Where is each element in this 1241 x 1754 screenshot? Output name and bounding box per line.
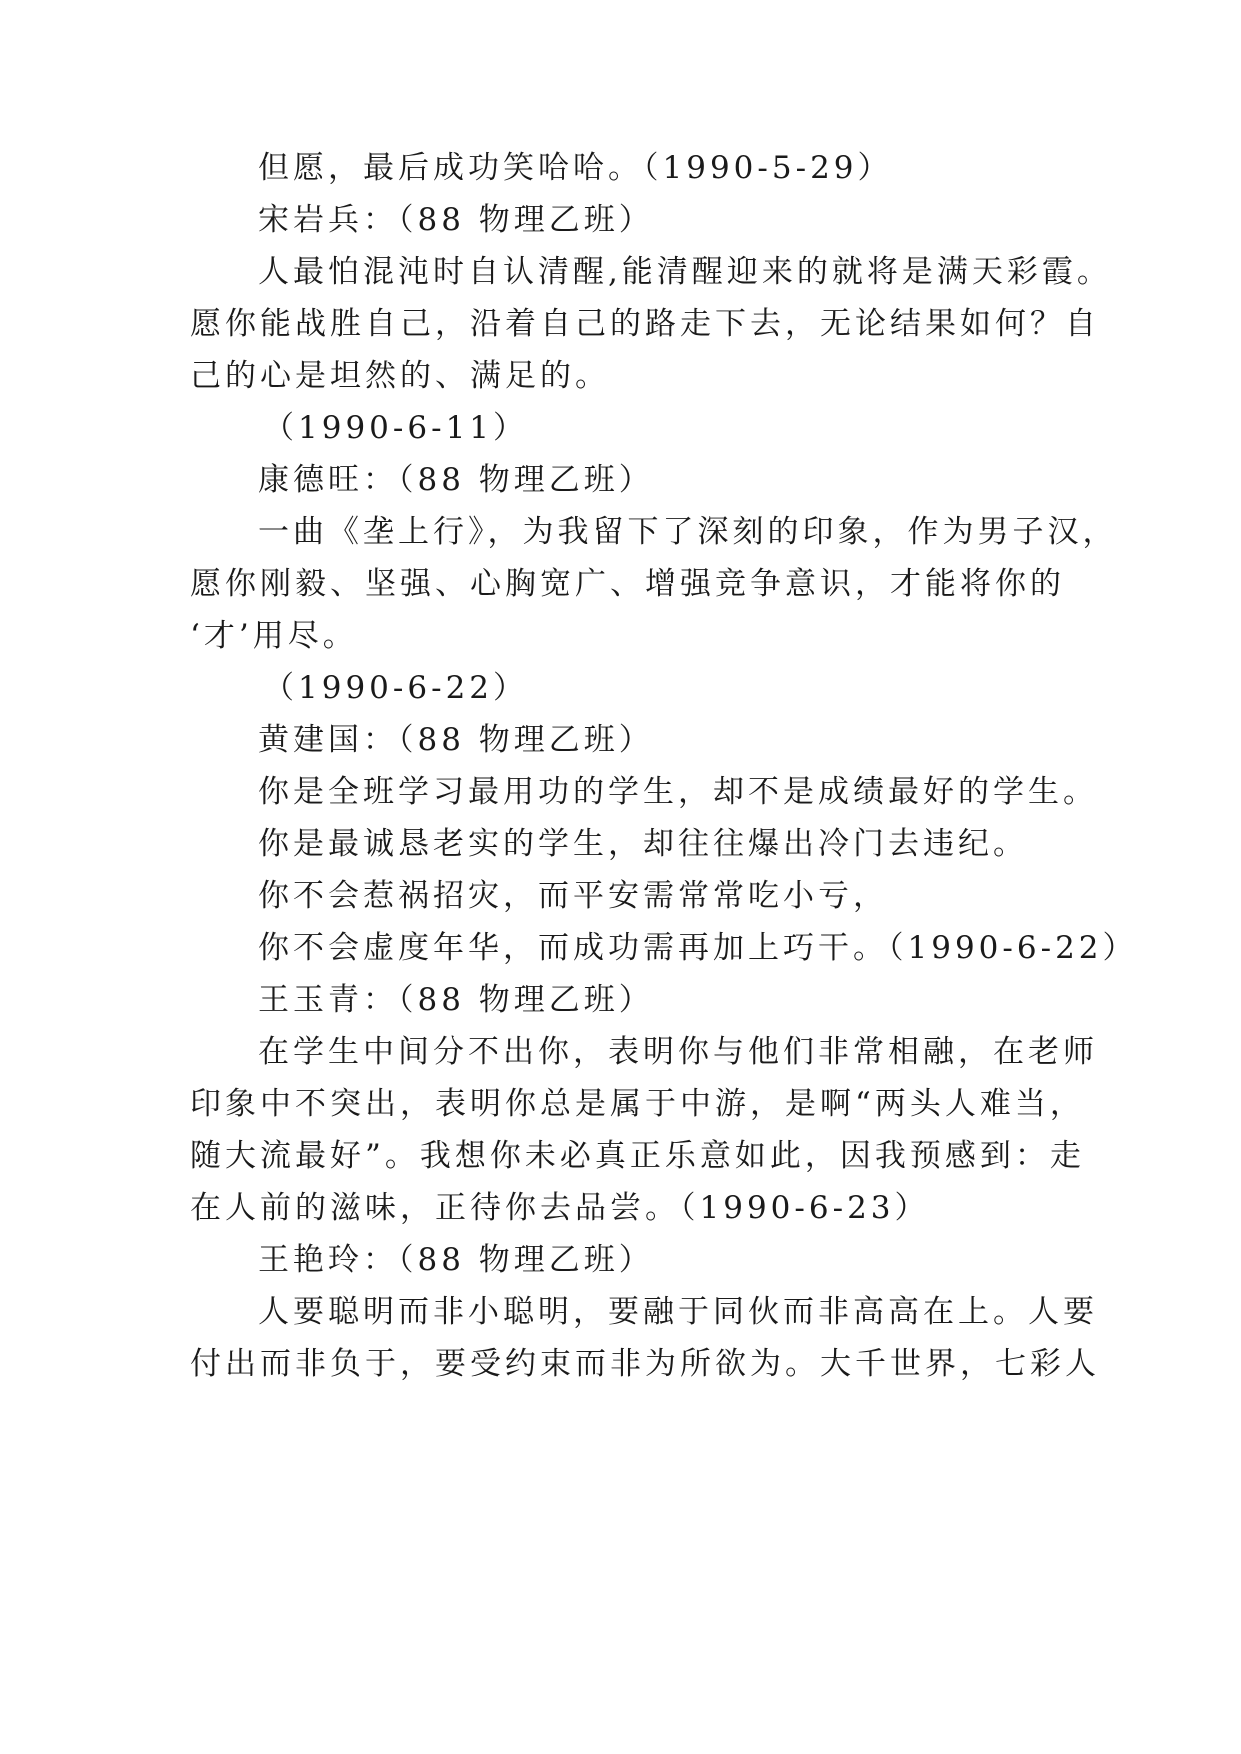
text-line: 你不会惹祸招灾，而平安需常常吃小亏， <box>258 878 888 914</box>
text-line: 印象中不突出，表明你总是属于中游，是啊“两头人难当， <box>190 1086 1085 1122</box>
text-line: 愿你刚毅、坚强、心胸宽广、增强竞争意识，才能将你的 <box>190 566 1065 602</box>
date-line: （1990-6-22） <box>263 670 529 706</box>
student-heading: 黄建国：（88 物理乙班） <box>258 722 654 758</box>
text-line: 人要聪明而非小聪明，要融于同伙而非高高在上。人要 <box>258 1294 1098 1330</box>
text-line: ‘才’用尽。 <box>190 618 358 654</box>
text-line: 己的心是坦然的、满足的。 <box>190 358 610 394</box>
text-line: 但愿，最后成功笑哈哈。（1990-5-29） <box>258 150 893 186</box>
student-heading: 宋岩兵：（88 物理乙班） <box>258 202 654 238</box>
text-line: 随大流最好”。我想你未必真正乐意如此，因我预感到：走 <box>190 1138 1085 1174</box>
text-line: 人最怕混沌时自认清醒,能清醒迎来的就将是满天彩霞。 <box>258 254 1112 290</box>
text-line: 愿你能战胜自己，沿着自己的路走下去，无论结果如何？自 <box>190 306 1100 342</box>
text-line: 你是全班学习最用功的学生，却不是成绩最好的学生。 <box>258 774 1098 810</box>
student-heading: 王艳玲：（88 物理乙班） <box>258 1242 654 1278</box>
text-line: 在人前的滋味，正待你去品尝。（1990-6-23） <box>190 1190 930 1226</box>
student-heading: 王玉青：（88 物理乙班） <box>258 982 654 1018</box>
text-line: 你是最诚恳老实的学生，却往往爆出冷门去违纪。 <box>258 826 1028 862</box>
text-line: 付出而非负于，要受约束而非为所欲为。大千世界，七彩人 <box>190 1346 1100 1382</box>
text-line: 你不会虚度年华，而成功需再加上巧干。（1990-6-22） <box>258 930 1138 966</box>
text-line: 一曲《垄上行》，为我留下了深刻的印象，作为男子汉， <box>258 514 1118 550</box>
text-line: 在学生中间分不出你，表明你与他们非常相融，在老师 <box>258 1034 1098 1070</box>
date-line: （1990-6-11） <box>263 410 529 446</box>
student-heading: 康德旺：（88 物理乙班） <box>258 462 654 498</box>
